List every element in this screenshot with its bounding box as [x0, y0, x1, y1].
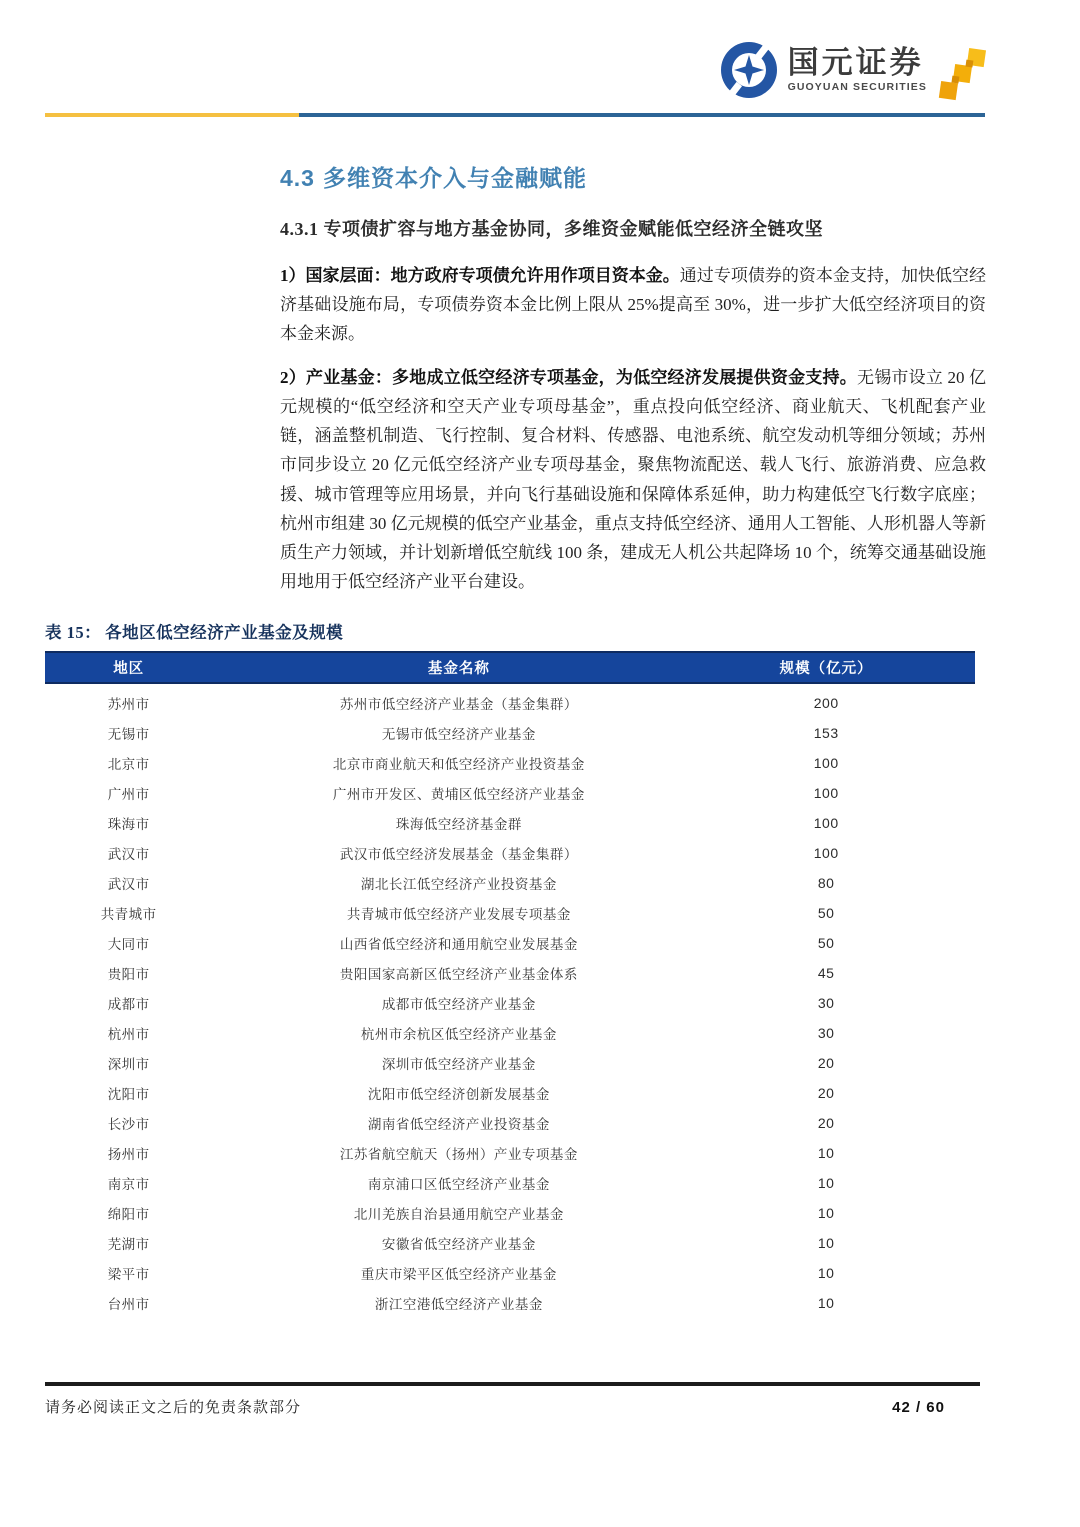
brand-logo: [719, 36, 988, 104]
fund-name-cell: 武汉市低空经济发展基金（基金集群）: [339, 847, 578, 862]
column-header-scale: 规模（亿元）: [779, 661, 873, 677]
scale-cell: 80: [817, 875, 835, 891]
table-row: [45, 718, 975, 748]
fund-name-cell: 北京市商业航天和低空经济产业投资基金: [332, 757, 585, 772]
fund-name-cell: 珠海低空经济基金群: [395, 817, 522, 832]
fund-name-cell: 苏州市低空经济产业基金（基金集群）: [339, 697, 578, 712]
column-header-fund-name: 基金名称: [427, 661, 490, 677]
region-cell: 无锡市: [107, 727, 150, 742]
region-cell: 武汉市: [107, 877, 150, 892]
table-row: [45, 1078, 975, 1108]
fund-name-cell: 山西省低空经济和通用航空业发展基金: [339, 937, 578, 952]
region-cell: 武汉市: [107, 847, 150, 862]
table-row: [45, 1168, 975, 1198]
scale-cell: 200: [813, 695, 839, 711]
fund-name-cell: 湖北长江低空经济产业投资基金: [360, 877, 557, 892]
fund-name-cell: 共青城市低空经济产业发展专项基金: [346, 907, 571, 922]
table-title-text: 各地区低空经济产业基金及规模: [105, 623, 344, 642]
region-cell: 梁平市: [107, 1267, 150, 1282]
paragraph-lead: 2）产业基金：多地成立低空经济专项基金，为低空经济发展提供资金支持。: [280, 367, 857, 387]
brand-text: [788, 47, 927, 93]
gold-squares-icon: [938, 46, 988, 104]
region-cell: 北京市: [107, 757, 150, 772]
section-heading: [280, 160, 986, 193]
fund-name-cell: 深圳市低空经济产业基金: [381, 1057, 536, 1072]
paragraph-text: 通过专项债券的资本金支持，加快低空经济基础设施布局，专项债券资本金比例上限从 25%提高至 30%，进一步扩大低空经济项目的资本金来源。: [280, 266, 987, 344]
paragraph-text: 无锡市设立 20 亿元规模的“低空经济和空天产业专项母基金”，重点投向低空经济、商业航天、飞机配套产业链，涵盖整机制造、飞行控制、复合材料、传感器、电池系统、航空发动机等细分领域；苏州市同步设立 20 亿元低空经济产业专项母基金，聚焦物流配送、载人飞行、旅游消费、应急救援、城市管理等应用场景，并向飞行基础设施和保障体系延伸，助力构建低空飞行数字底座；杭州市组建 30 亿元规模的低空产业基金，重点支持低空经济、通用人工智能、人形机器人等新质生产力领域，并计划新增低空航线 100 条，建成无人机公共起降场 10 个，统筹交通基础设施用地用于低空经济产业平台建设。: [280, 367, 987, 592]
table-row: [45, 1138, 975, 1168]
fund-name-cell: 南京浦口区低空经济产业基金: [367, 1177, 550, 1192]
fund-name-cell: 安徽省低空经济产业基金: [381, 1237, 536, 1252]
column-header-region: 地区: [113, 661, 145, 677]
paragraph-industry-funds: [280, 363, 986, 597]
fund-name-cell: 杭州市余杭区低空经济产业基金: [360, 1027, 557, 1042]
table-row: [45, 958, 975, 988]
table-row: [45, 838, 975, 868]
region-cell: 深圳市: [107, 1057, 150, 1072]
scale-cell: 100: [813, 785, 839, 801]
disclaimer-text: 请务必阅读正文之后的免责条款部分: [45, 1400, 302, 1416]
fund-table-body: [45, 684, 975, 1318]
table-header-row: [45, 651, 975, 684]
article-body: [280, 160, 986, 611]
region-cell: 苏州市: [107, 697, 150, 712]
table-row: [45, 778, 975, 808]
scale-cell: 30: [817, 995, 835, 1011]
scale-cell: 20: [817, 1055, 835, 1071]
subsection-heading: 4.3.1 专项债扩容与地方基金协同，多维资金赋能低空经济全链攻坚: [280, 219, 823, 239]
fund-name-cell: 浙江空港低空经济产业基金: [374, 1297, 543, 1312]
table-row: [45, 898, 975, 928]
region-cell: 共青城市: [100, 907, 157, 922]
table-row: [45, 928, 975, 958]
region-cell: 台州市: [107, 1297, 150, 1312]
table-row: [45, 1108, 975, 1138]
fund-name-cell: 沈阳市低空经济创新发展基金: [367, 1087, 550, 1102]
scale-cell: 10: [817, 1265, 835, 1281]
table-row: [45, 1288, 975, 1318]
paragraph-lead: 1）国家层面：地方政府专项债允许用作项目资本金。: [280, 266, 680, 285]
region-cell: 贵阳市: [107, 967, 150, 982]
scale-cell: 10: [817, 1205, 835, 1221]
scale-cell: 50: [817, 905, 835, 921]
region-cell: 南京市: [107, 1177, 150, 1192]
footer-divider: [45, 1382, 980, 1386]
table-row: [45, 748, 975, 778]
scale-cell: 45: [817, 965, 835, 981]
table-row: [45, 1048, 975, 1078]
region-cell: 杭州市: [107, 1027, 150, 1042]
table-row: [45, 868, 975, 898]
section-title: 多维资本介入与金融赋能: [322, 166, 587, 191]
region-cell: 珠海市: [107, 817, 150, 832]
brand-name-cn: 国元证券: [787, 45, 924, 81]
scale-cell: 20: [817, 1085, 835, 1101]
region-cell: 广州市: [107, 787, 150, 802]
fund-name-cell: 贵阳国家高新区低空经济产业基金体系: [339, 967, 578, 982]
table-row: [45, 688, 975, 718]
scale-cell: 100: [813, 845, 839, 861]
region-cell: 沈阳市: [107, 1087, 150, 1102]
fund-name-cell: 成都市低空经济产业基金: [381, 997, 536, 1012]
table-row: [45, 1198, 975, 1228]
fund-name-cell: 北川羌族自治县通用航空产业基金: [353, 1207, 564, 1222]
region-cell: 扬州市: [107, 1147, 150, 1162]
region-cell: 芜湖市: [107, 1237, 150, 1252]
section-number: 4.3: [280, 165, 315, 191]
brand-name-en: GUOYUAN SECURITIES: [787, 81, 927, 94]
scale-cell: 10: [817, 1175, 835, 1191]
region-cell: 长沙市: [107, 1117, 150, 1132]
scale-cell: 100: [813, 815, 839, 831]
page-footer: [45, 1396, 945, 1417]
table-row: [45, 1258, 975, 1288]
fund-name-cell: 江苏省航空航天（扬州）产业专项基金: [339, 1147, 578, 1162]
header-divider-yellow-segment: [45, 113, 299, 117]
fund-name-cell: 广州市开发区、黄埔区低空经济产业基金: [332, 787, 585, 802]
scale-cell: 10: [817, 1145, 835, 1161]
fund-name-cell: 湖南省低空经济产业投资基金: [367, 1117, 550, 1132]
fund-name-cell: 重庆市梁平区低空经济产业基金: [360, 1267, 557, 1282]
table-row: [45, 1228, 975, 1258]
region-cell: 成都市: [107, 997, 150, 1012]
paragraph-national-level: [280, 261, 986, 349]
table-row: [45, 1018, 975, 1048]
region-cell: 大同市: [107, 937, 150, 952]
region-cell: 绵阳市: [107, 1207, 150, 1222]
fund-name-cell: 无锡市低空经济产业基金: [381, 727, 536, 742]
table-number-label: 表 15：: [45, 623, 102, 642]
header-divider: [45, 113, 985, 117]
table-row: [45, 808, 975, 838]
scale-cell: 10: [817, 1295, 835, 1311]
scale-cell: 20: [817, 1115, 835, 1131]
page-number: 42 / 60: [892, 1399, 945, 1416]
table-15-section: [45, 619, 975, 1318]
scale-cell: 30: [817, 1025, 835, 1041]
scale-cell: 50: [817, 935, 835, 951]
scale-cell: 10: [817, 1235, 835, 1251]
table-title: [45, 619, 975, 643]
header-divider-blue-segment: [299, 113, 985, 117]
scale-cell: 153: [813, 725, 839, 741]
scale-cell: 100: [813, 755, 839, 771]
guoyuan-logo-icon: [719, 40, 779, 100]
table-row: [45, 988, 975, 1018]
